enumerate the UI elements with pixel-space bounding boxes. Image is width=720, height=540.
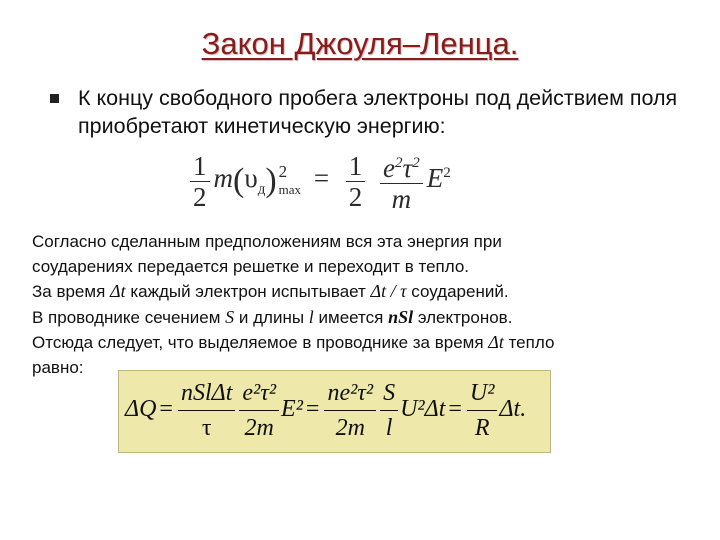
fraction-half: $\frac{1}{2}$ bbox=[190, 151, 210, 212]
velocity-term: ( bbox=[233, 162, 245, 199]
bullet-text: К концу свободного пробега электроны под действием поля приобретают кинетическую энергию: bbox=[78, 86, 678, 138]
slide-title: Закон Джоуля–Ленца. bbox=[201, 26, 519, 61]
joule-lenz-formula: ΔQ = $\frac{\text{nSlΔt}}{\tau}$ $\frac{\text{e²τ²}}{2m}$ E² = $\frac{\text{ne²τ²}}{2m}$ $\frac{S}{l}$ U²Δt = $\frac{\text{U²}}{R}$ Δt. bbox=[125, 376, 526, 445]
fraction-half-2: $\frac{1}{2}$ bbox=[346, 151, 366, 212]
joule-lenz-formula-box bbox=[118, 370, 551, 453]
formula-m: m bbox=[213, 163, 233, 194]
square-bullet-icon bbox=[50, 94, 59, 103]
formula-E: E bbox=[426, 163, 444, 194]
equals-sign: = bbox=[313, 163, 330, 194]
kinetic-energy-formula: $\frac{1}{2}$ $m(\upsilon_д)$ 2 max = $\frac{1}{2}$ $\frac{e^2\tau^2}{m}$ $E^2$ bbox=[186, 148, 451, 214]
bullet-item bbox=[50, 84, 700, 140]
explanation-paragraph: Согласно сделанным предположениям вся эта энергия при соударениях передается решетке и переходит в тепло. За время Δt каждый электрон испытывает Δt / τ соударений. В проводнике сечением S и длины l имеется nSl электронов. Отсюда следует, что выделяемое в проводнике за время Δt тепло равно: bbox=[32, 232, 555, 377]
fraction-e-tau-m: $\frac{e^2\tau^2}{m}$ bbox=[380, 148, 423, 214]
